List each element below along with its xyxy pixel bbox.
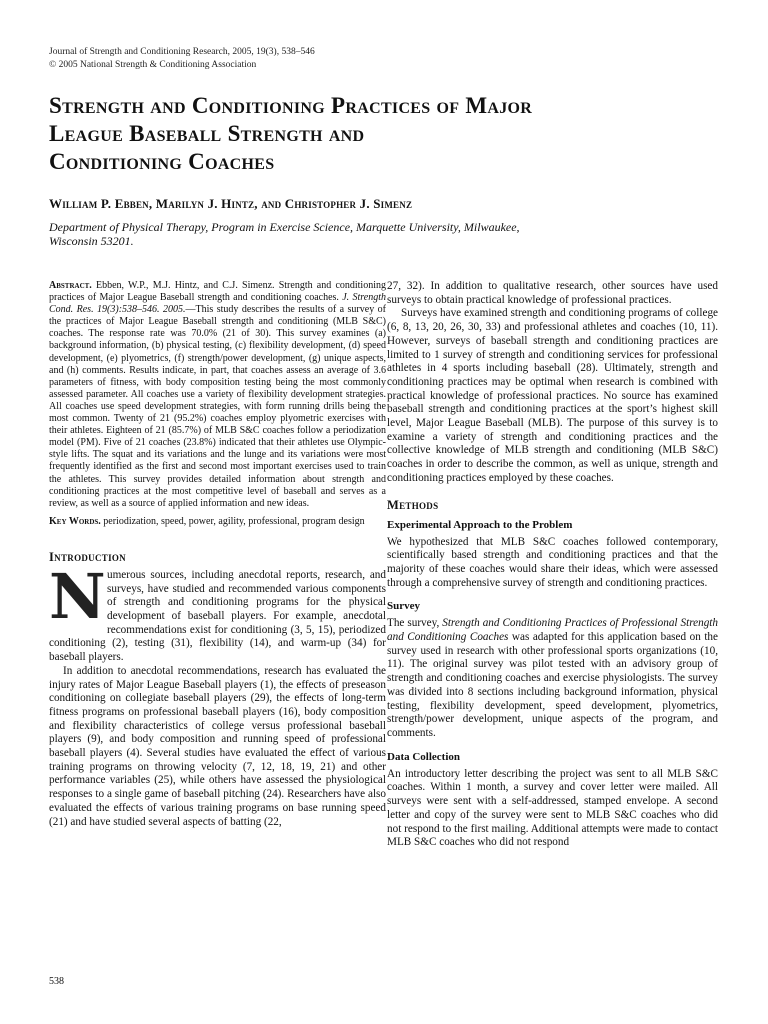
abstract-citation: J. Strength Cond. Res. 19(3):538–546. 2005. xyxy=(49,292,386,316)
experimental-approach-paragraph: We hypothesized that MLB S&C coaches followed contemporary, scientifically based strength and conditioning practices and that the majority of these coaches would share their ideas, which were assessed through a comprehensive survey of strength and conditioning practices. xyxy=(387,535,718,589)
journal-header xyxy=(49,46,315,72)
introduction-heading: Introduction xyxy=(49,549,126,564)
survey-heading: Survey xyxy=(387,600,420,613)
article-title xyxy=(49,92,729,176)
experimental-approach-heading: Experimental Approach to the Problem xyxy=(387,518,573,531)
introduction-paragraph-4: Surveys have examined strength and conditioning programs of college (6, 8, 13, 20, 26, 30, 33) and professional athletes and coaches (10, 11). However, surveys of baseball strength and conditioning practices are limited to 1 survey of strength and conditioning services for professional athletes in 4 sports including baseball (28). Ultimately, strength and conditioning practices may be optimal when research is combined with practical knowledge of professional practices. No source has examined baseball strength and conditioning practices at the sport’s highest skill level, Major League Baseball (MLB). The purpose of this survey is to examine a variety of strength and conditioning practices and the collective knowledge of MLB strength and conditioning (MLB S&C) coaches in order to describe the common, as well as unique, strength and conditioning practices employed by these coaches. xyxy=(387,307,718,484)
introduction-paragraph-1: umerous sources, including anecdotal reports, research, and surveys, have studied and recommended various components of strength and conditioning programs for the physical development of baseball players. For example, anecdotal recommendations exist for conditioning (3, 5, 15), periodized conditioning (2), testing (31), flexibility (14), and warm-up (34) for baseball players. xyxy=(49,568,386,664)
abstract-text-1: Ebben, W.P., M.J. Hintz, and C.J. Simenz. Strength and conditioning practices of Major League Baseball strength and conditioning coaches. xyxy=(49,280,386,304)
keywords xyxy=(49,516,386,528)
left-column xyxy=(49,280,386,829)
journal-citation: Journal of Strength and Conditioning Research, 2005, 19(3), 538–546 xyxy=(49,47,315,57)
affiliation-line-2: Wisconsin 53201. xyxy=(49,234,134,248)
survey-paragraph xyxy=(387,617,718,740)
keywords-label: Key Words. xyxy=(49,515,101,527)
introduction-paragraph-2: In addition to anecdotal recommendations, research has evaluated the injury rates of Major League Baseball players (1), the effects of preseason conditioning on collegiate baseball players (29), the effects of long-term fitness programs on professional baseball players (16), body composition and flexibility characteristics of college versus professional baseball players (9), and body composition and running speed of professional baseball players (4). Several studies have evaluated the effect of various training programs on throwing velocity (7, 12, 18, 19, 21) and other performance variables (25), while others have assessed the physiological responses to a single game of baseball pitching (24). Researchers have also evaluated the effects of various training programs on base running speed (21) and have studied several aspects of batting (22, xyxy=(49,664,386,828)
right-column xyxy=(387,280,718,850)
dropcap-letter: N xyxy=(49,559,106,633)
methods-heading: Methods xyxy=(387,497,439,512)
title-line-2: League Baseball Strength and xyxy=(49,121,365,146)
survey-title: Strength and Conditioning Practices of Professional Strength and Conditioning Coaches xyxy=(387,617,718,644)
author-list: William P. Ebben, Marilyn J. Hintz, and Christopher J. Simenz xyxy=(49,196,413,211)
title-line-3: Conditioning Coaches xyxy=(49,149,275,174)
title-line-1: Strength and Conditioning Practices of Major xyxy=(49,93,533,118)
affiliation-line-1: Department of Physical Therapy, Program in Exercise Science, Marquette University, Milwaukee, xyxy=(49,220,520,234)
journal-copyright: © 2005 National Strength & Conditioning Association xyxy=(49,60,257,70)
data-collection-heading: Data Collection xyxy=(387,750,461,763)
page-number: 538 xyxy=(49,976,64,987)
keywords-text: periodization, speed, power, agility, professional, program design xyxy=(100,515,365,527)
survey-text-2: was adapted for this application based on the survey used in research with other professional sports organizations (10, 11). The original survey was pilot tested with an advisory group of strength and conditioning coaches and exercise physiologists. The survey was divided into 8 sections including background information, physical testing, flexibility development, speed development, plyometrics, strength/power development, unique aspects of the program, and comments. xyxy=(387,631,718,739)
introduction-paragraph-3: 27, 32). In addition to qualitative research, other sources have used surveys to obtain practical knowledge of professional practices. xyxy=(387,280,718,306)
data-collection-paragraph: An introductory letter describing the project was sent to all MLB S&C coaches. Within 1 month, a survey and cover letter were mailed. All surveys were sent with a self-addressed, stamped envelope. A second letter and copy of the survey were sent to MLB S&C coaches who did not respond to the first mailing. Additional attempts were made to contact MLB S&C coaches who did not respond xyxy=(387,767,718,849)
abstract-text-2: —This study describes the results of a survey of the practices of Major League Baseball strength and conditioning (MLB S&C) coaches. The response rate was 70.0% (21 of 30). This survey examines (a) background information, (b) physical testing, (c) flexibility development, (d) speed development, (e) plyometrics, (f) strength/power development, (g) unique aspects, and (h) comments. Results indicate, in part, that coaches assess an average of 3.6 parameters of fitness, with body composition testing being the most commonly assessed parameter. All coaches use a variety of flexibility development strategies. All coaches use speed development strategies, with form running drills being the most common. Twenty of 21 (95.2%) coaches employ plyometric exercises with their athletes. Eighteen of 21 (85.7%) of MLB S&C coaches follow a periodization model (PM). Five of 21 coaches (23.8%) indicated that their athletes use Olympic-style lifts. The squat and its variations and the lunge and its variations were most frequently identified as the first and second most important exercises used to train the athletes. This survey provides detailed information about strength and conditioning practices at the most competitive level of baseball and serves as a review, as well as a source of applied information and new ideas. xyxy=(49,304,386,509)
abstract xyxy=(49,280,386,510)
affiliation xyxy=(49,220,649,248)
abstract-label: Abstract. xyxy=(49,280,92,291)
introduction-body xyxy=(49,559,386,829)
survey-text-1: The survey, xyxy=(387,617,443,630)
